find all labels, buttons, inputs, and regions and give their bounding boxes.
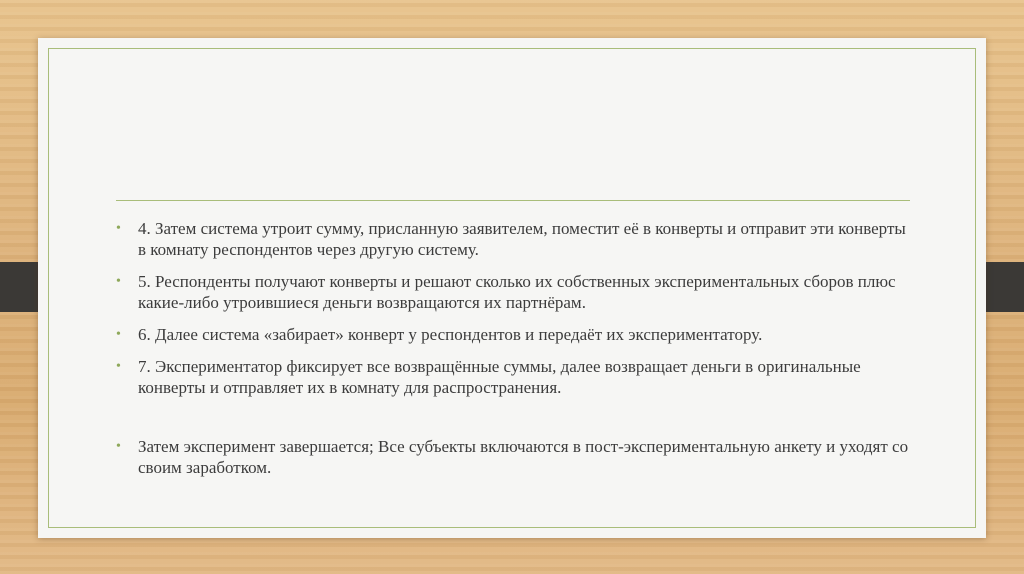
bullet-item-7 [116, 356, 916, 398]
bullet-icon: • [116, 221, 121, 236]
bullet-item-5 [116, 271, 916, 313]
bullet-item-conclusion [116, 436, 916, 478]
bullet-text: 4. Затем система утроит сумму, присланную заявителем, поместит её в конверты и отправит эти конверты в комнату респондентов через другую систему. [138, 219, 906, 259]
bullet-text: 7. Экспериментатор фиксирует все возвращённые суммы, далее возвращает деньги в оригинальные конверты и отправляет их в комнату для распространения. [138, 357, 861, 397]
bullet-icon: • [116, 359, 121, 374]
bullet-icon: • [116, 439, 121, 454]
bullet-text: 5. Респонденты получают конверты и решают сколько их собственных экспериментальных сборов плюс какие-либо утроившиеся деньги возвращаются их партнёрам. [138, 272, 896, 312]
bullet-list [116, 218, 916, 489]
bullet-text: Затем эксперимент завершается; Все субъекты включаются в пост-экспериментальную анкету и уходят со своим заработком. [138, 437, 909, 477]
bullet-text: 6. Далее система «забирает» конверт у респондентов и передаёт их экспериментатору. [138, 325, 763, 344]
title-divider [116, 200, 910, 201]
slide [38, 38, 986, 538]
bullet-item-6 [116, 324, 916, 345]
bullet-icon: • [116, 274, 121, 289]
bullet-icon: • [116, 327, 121, 342]
bullet-item-4 [116, 218, 916, 260]
